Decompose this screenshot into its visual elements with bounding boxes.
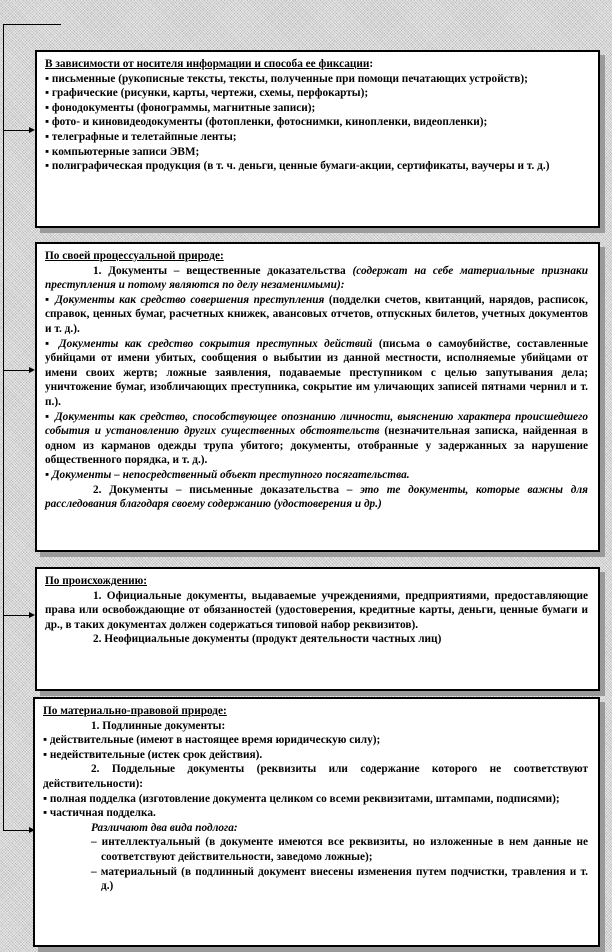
list-item — [45, 72, 588, 87]
text-run: ▪ недействительные (истек срок действия). — [43, 748, 263, 761]
list-item — [45, 632, 588, 647]
text-run: ▪ полная подделка (изготовление документа целиком со всеми реквизитами, штампами, подписями); — [43, 792, 560, 805]
text-run: ▪ — [45, 337, 59, 350]
text-run: 1. Документы – вещественные доказательства — [93, 264, 353, 277]
list-item — [43, 865, 588, 894]
text-run: ▪ — [45, 293, 56, 306]
list-item — [45, 145, 588, 160]
text-run: ▪ письменные (рукописные тексты, тексты, полученные при помощи печатающих устройств); — [45, 72, 528, 85]
text-run: Документы – непосредственный объект преступного посягательства. — [51, 468, 410, 481]
box-material-legal — [33, 697, 600, 947]
text-run: ▪ частичная подделка. — [43, 807, 156, 820]
text-run: : — [369, 58, 374, 70]
box-heading — [45, 574, 588, 589]
text-run: 2. Документы – письменные доказательства – — [93, 483, 361, 496]
text-run: 2. Поддельные документы (реквизиты или содержание которого не соответствуют действительности): — [43, 763, 588, 790]
text-run: ▪ — [45, 468, 52, 481]
list-item — [45, 468, 588, 483]
list-item — [43, 733, 588, 748]
text-run: (содержат на себе материальные признаки преступления и потому являются по делу незаменимыми): — [45, 264, 588, 292]
text-run: 2. Неофициальные документы (продукт деятельности частных лиц) — [93, 633, 442, 646]
list-item — [43, 821, 588, 836]
text-run: Документы как средство, способствующее опознанию личности, выяснению характера происшедшего события и установлению других существенных обстоятельств — [45, 410, 588, 438]
connector-vertical-line — [3, 24, 4, 831]
text-run: По происхождению: — [45, 575, 147, 587]
text-run: (подделки счетов, квитанций, нарядов, расписок, справок, ценных бумаг, расчетных книжек, авансовых отчетов, отпускных билетов, учетных документов и т. д.). — [45, 293, 588, 335]
list-item — [45, 337, 588, 410]
list-item — [45, 410, 588, 468]
text-run: ▪ — [45, 410, 55, 423]
box-heading — [45, 57, 588, 72]
text-run: По своей процессуальной природе: — [45, 250, 224, 262]
list-item — [43, 748, 588, 763]
list-item — [43, 835, 588, 864]
text-run: – интеллектуальный (в документе имеются все реквизиты, но изложенные в нем данные не соответствуют действительности, заведомо ложные); — [91, 836, 588, 863]
list-item — [45, 159, 588, 174]
text-run: это те документы, которые важны для расследования благодаря своему содержанию (удостоверения и др.) — [45, 483, 588, 511]
box-heading — [43, 704, 588, 719]
list-item — [45, 115, 588, 130]
list-item — [43, 762, 588, 791]
list-item — [45, 86, 588, 101]
arrow-icon — [3, 130, 33, 131]
text-run: Документы как средство совершения преступления — [55, 293, 325, 306]
text-run: ▪ телеграфные и телетайпные ленты; — [45, 130, 237, 143]
text-run: 1. Официальные документы, выдаваемые учреждениями, предприятиями, предоставляющие права или освобождающие от обязанностей (удостоверения, кредитные карты, деньги, ценные бумаги и др., в таких документах должен содержаться типовой набор реквизитов). — [45, 589, 588, 631]
text-run: ▪ полиграфическая продукция (в т. ч. деньги, ценные бумаги-акции, сертификаты, ваучеры и т. д.) — [45, 160, 550, 173]
text-run: ▪ действительные (имеют в настоящее время юридическую силу); — [43, 734, 381, 747]
arrow-icon — [3, 830, 33, 831]
text-run: ▪ фото- и киновидеодокументы (фотопленки, фотоснимки, кинопленки, видеопленки); — [45, 116, 488, 129]
text-run: (письма о самоубийстве, составленные убийцами от имени убитых, сообщения о выбытии из данной местности, исполняемые убийцами от имени своих жертв; ложные заявления, подаваемые преступником с целью запутывания дела; уничтожение бумаг, изобличающих преступника, сокрытие им уличающих записей пятнами чернил и т. п.). — [45, 337, 588, 408]
arrow-icon — [3, 615, 33, 616]
text-run: (незначительная записка, найденная в одном из карманов одежды трупа убитого; документы, отобранные у задержанных за нарушение общественного порядка, и т. д.). — [45, 425, 588, 467]
list-item — [45, 130, 588, 145]
text-run: Документы как средство сокрытия преступных действий — [58, 337, 373, 350]
connector-top-line — [3, 24, 61, 25]
list-item — [43, 792, 588, 807]
list-item — [45, 483, 588, 512]
text-run: ▪ компьютерные записи ЭВМ; — [45, 145, 200, 158]
arrow-icon — [3, 370, 33, 371]
list-item — [45, 293, 588, 337]
text-run: – материальный (в подлинный документ внесены изменения путем подчистки, травления и т. д.) — [91, 865, 588, 893]
text-run: Различают два вида подлога: — [91, 821, 238, 834]
text-run: ▪ графические (рисунки, карты, чертежи, схемы, перфокарты); — [45, 87, 369, 100]
box-heading — [45, 249, 588, 264]
box-carrier — [35, 50, 600, 228]
text-run: ▪ фонодокументы (фонограммы, магнитные записи); — [45, 101, 316, 114]
list-item — [43, 719, 588, 734]
text-run: В зависимости от носителя информации и способа ее фиксации — [45, 58, 370, 70]
list-item — [43, 806, 588, 821]
list-item — [45, 101, 588, 116]
box-origin — [35, 567, 600, 691]
list-item — [45, 589, 588, 633]
list-item — [45, 264, 588, 293]
text-run: 1. Подлинные документы: — [91, 719, 226, 732]
box-procedural — [35, 242, 600, 552]
text-run: По материально-правовой природе: — [43, 705, 227, 717]
